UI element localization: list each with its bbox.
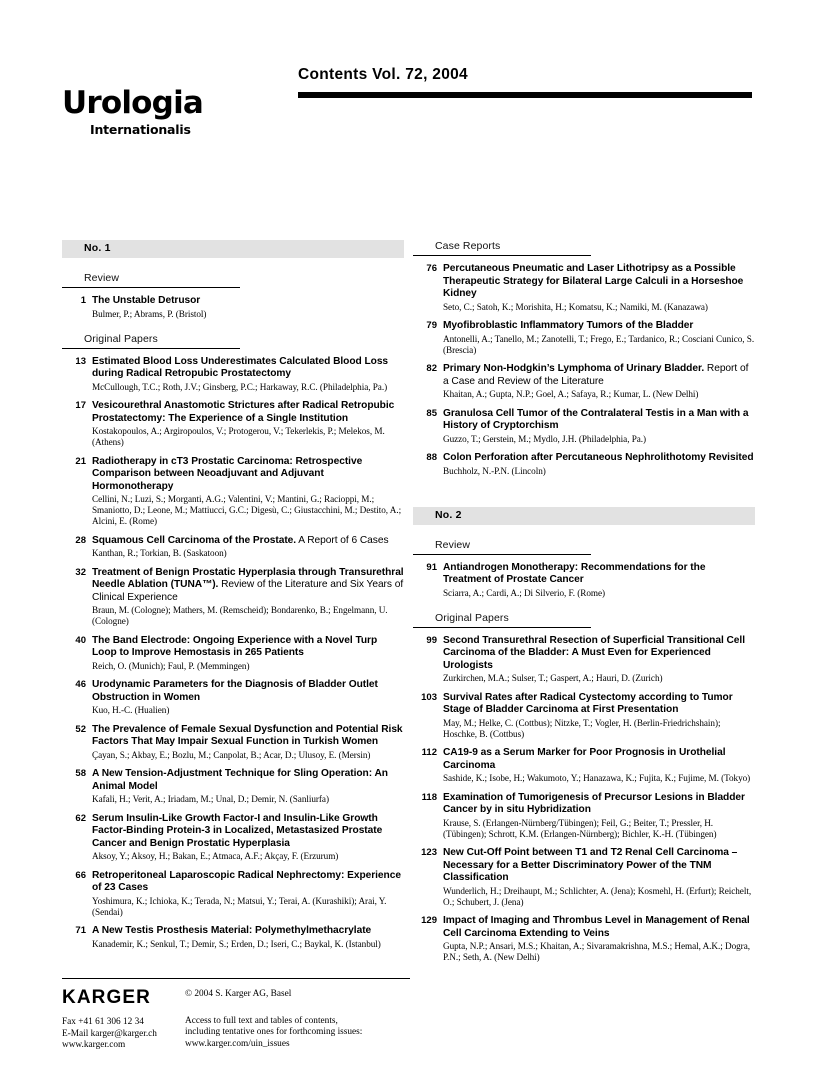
article-title: [92, 535, 404, 548]
copyright-line: © 2004 S. Karger AG, Basel: [185, 989, 292, 999]
left-column: [62, 240, 404, 957]
article-page-number: 129: [421, 915, 437, 926]
article-title-main: Serum Insulin-Like Growth Factor-I and Insulin-Like Growth Factor-Binding Protein-3 in Localized, Metastasized Prostate Cancer and Benign Prostatic Hyperplasia: [92, 812, 383, 849]
masthead: [0, 0, 816, 200]
article-authors: Braun, M. (Cologne); Mathers, M. (Remscheid); Bondarenko, B.; Engelmann, U. (Cologne): [92, 605, 388, 626]
article-page-number: 71: [75, 925, 86, 936]
article-entry[interactable]: [62, 356, 404, 393]
article-authors: Bulmer, P.; Abrams, P. (Bristol): [92, 308, 207, 319]
article-entry[interactable]: [62, 295, 404, 320]
article-entry[interactable]: [62, 813, 404, 863]
section-heading: Review: [84, 272, 120, 284]
section: [413, 539, 755, 599]
section-heading: Original Papers: [84, 332, 158, 345]
article-authors: McCullough, T.C.; Roth, J.V.; Ginsberg, P.C.; Harkaway, R.C. (Philadelphia, Pa.): [92, 381, 388, 392]
article-page-number: 13: [75, 355, 86, 367]
article-title: [443, 747, 755, 772]
article-page-number: 88: [426, 452, 437, 463]
left-sections: [62, 272, 404, 950]
section: [413, 612, 755, 964]
article-authors: May, M.; Helke, C. (Cottbus); Nitzke, T.; Vogler, H. (Berlin-Friedrichshain); Hoschke, B. (Cottbus): [443, 717, 721, 739]
footer: [62, 978, 410, 1052]
article-entry[interactable]: [413, 452, 755, 477]
section-rule: [62, 287, 240, 288]
article-subtitle: Report of a Case and Review of the Literature: [443, 363, 749, 387]
article-authors: Aksoy, Y.; Aksoy, H.; Bakan, E.; Atmaca, A.F.; Akçay, F. (Erzurum): [92, 851, 339, 861]
article-authors: Kostakopoulos, A.; Argiropoulos, V.; Protogerou, V.; Tekerlekis, P.; Melekos, M. (Athens): [92, 426, 385, 447]
article-page-number: 79: [426, 320, 437, 331]
article-title-main: Colon Perforation after Percutaneous Nephrolithotomy Revisited: [443, 452, 754, 463]
article-page-number: 32: [75, 566, 86, 578]
article-title-main: The Unstable Detrusor: [92, 295, 201, 306]
article-authors: Sciarra, A.; Cardi, A.; Di Silverio, F. (Rome): [443, 587, 606, 598]
article-page-number: 82: [426, 363, 437, 374]
article-title: [92, 679, 404, 704]
article-entry[interactable]: [413, 915, 755, 963]
article-page-number: 99: [426, 634, 437, 646]
fax-line: Fax +41 61 306 12 34: [62, 1017, 144, 1027]
article-entry[interactable]: [413, 792, 755, 840]
access-line-1: Access to full text and tables of contents,: [185, 1015, 338, 1026]
publisher-info: [185, 989, 362, 1050]
article-title-main: Treatment of Benign Prostatic Hyperplasia through Transurethral Needle Ablation (TUNA™).: [92, 566, 404, 590]
article-title: [92, 724, 404, 749]
article-page-number: 91: [426, 561, 437, 573]
right-sections-top: [413, 240, 755, 477]
article-title: [443, 263, 755, 301]
article-title: [443, 692, 755, 717]
article-entry[interactable]: [413, 408, 755, 445]
section-rule: [413, 554, 591, 555]
article-authors: Reich, O. (Munich); Faul, P. (Memmingen): [92, 660, 250, 671]
article-page-number: 123: [421, 847, 437, 858]
article-entry[interactable]: [62, 679, 404, 716]
article-authors: Buchholz, N.-P.N. (Lincoln): [443, 465, 546, 476]
article-title-main: Radiotherapy in cT3 Prostatic Carcinoma: Retrospective Comparison between Neoadjuvant and Adjuvant Hormonotherapy: [92, 455, 363, 492]
article-authors: Khaitan, A.; Gupta, N.P.; Goel, A.; Safaya, R.; Kumar, L. (New Delhi): [443, 389, 699, 399]
article-page-number: 52: [75, 723, 86, 735]
issue-label: No. 1: [84, 242, 111, 254]
article-title-main: Squamous Cell Carcinoma of the Prostate.: [92, 534, 297, 546]
article-title: [443, 363, 755, 388]
article-title-main: A New Testis Prosthesis Material: Polymethylmethacrylate: [92, 925, 372, 936]
article-title-main: Primary Non-Hodgkin’s Lymphoma of Urinary Bladder.: [443, 363, 705, 374]
website-line[interactable]: www.karger.com: [62, 1040, 126, 1051]
article-authors: Wunderlich, H.; Dreihaupt, M.; Schlichter, A. (Jena); Kosmehl, H. (Erfurt); Reichelt, O.; Schubert, J. (Jena): [443, 885, 752, 907]
section: [62, 333, 404, 950]
article-title-main: Granulosa Cell Tumor of the Contralateral Testis in a Man with a History of Cryptorchism: [443, 407, 749, 431]
article-page-number: 1: [80, 295, 86, 306]
article-title: [443, 847, 755, 885]
article-title: [443, 408, 755, 433]
article-title: [92, 456, 404, 494]
article-entry[interactable]: [62, 567, 404, 628]
article-authors: Sashide, K.; Isobe, H.; Wakumoto, Y.; Hanazawa, K.; Fujita, K.; Fujime, M. (Tokyo): [443, 773, 751, 783]
article-entry[interactable]: [413, 320, 755, 356]
article-page-number: 62: [75, 812, 86, 824]
article-title-main: A New Tension-Adjustment Technique for Sling Operation: An Animal Model: [92, 768, 388, 792]
publisher-logo: KARGER: [62, 987, 151, 1008]
article-authors: Kuo, H.-C. (Hualien): [92, 705, 170, 715]
article-page-number: 66: [75, 869, 86, 881]
article-authors: Antonelli, A.; Tanello, M.; Zanotelli, T.; Frego, E.; Tardanico, R.; Cosciani Cunico, S. (Brescia): [443, 333, 755, 355]
article-entry[interactable]: [62, 925, 404, 950]
article-title: [443, 792, 755, 817]
article-title-main: Retroperitoneal Laparoscopic Radical Nephrectomy: Experience of 23 Cases: [92, 869, 401, 893]
article-authors: Yoshimura, K.; Ichioka, K.; Terada, N.; Matsui, Y.; Terai, A. (Kurashiki); Arai, Y. (Sendai): [92, 895, 387, 917]
article-title-main: The Prevalence of Female Sexual Dysfunction and Potential Risk Factors That May Impair Sexual Function in Turkish Women: [92, 723, 403, 747]
journal-subtitle: Internationalis: [90, 122, 191, 137]
section-rule: [413, 255, 591, 256]
journal-name: Urologia: [62, 85, 204, 121]
article-title: [443, 320, 755, 333]
article-entry[interactable]: [413, 562, 755, 599]
article-authors: Krause, S. (Erlangen-Nürnberg/Tübingen); Feil, G.; Beiter, T.; Pressler, H. (Tübingen); Schrott, K.M. (Erlangen-Nürnberg); Bichler, K.-H. (Tübingen): [443, 817, 717, 839]
article-title-main: Survival Rates after Radical Cystectomy according to Tumor Stage of Bladder Carcinoma at First Presentation: [443, 691, 733, 715]
article-title-main: Myofibroblastic Inflammatory Tumors of the Bladder: [443, 320, 694, 331]
section-heading: Original Papers: [435, 611, 509, 624]
article-title-main: Vesicourethral Anastomotic Strictures after Radical Retropubic Prostatectomy: The Experience of a Single Institution: [92, 400, 395, 424]
article-page-number: 17: [75, 400, 86, 411]
issue-label: No. 2: [435, 508, 462, 521]
journal-logo: [62, 85, 262, 137]
section-rule: [413, 627, 591, 628]
article-entry[interactable]: [413, 847, 755, 908]
article-title-main: Urodynamic Parameters for the Diagnosis of Bladder Outlet Obstruction in Women: [92, 679, 378, 703]
access-info: [185, 1016, 362, 1051]
section-heading: Review: [435, 538, 471, 551]
section: [413, 240, 755, 477]
article-title-main: Percutaneous Pneumatic and Laser Lithotripsy as a Possible Therapeutic Strategy for Bilateral Large Calculi in a Horseshoe Kidney: [443, 263, 744, 299]
article-title-main: Examination of Tumorigenesis of Precursor Lesions in Bladder Cancer by in situ Hybridization: [443, 791, 745, 815]
article-entry[interactable]: [413, 635, 755, 685]
section: [62, 272, 404, 320]
article-entry[interactable]: [413, 692, 755, 740]
article-page-number: 40: [75, 634, 86, 646]
article-authors: Kanademir, K.; Senkul, T.; Demir, S.; Erden, D.; Iseri, C.; Baykal, K. (Istanbul): [92, 938, 381, 949]
article-title: [443, 562, 755, 587]
article-title: [443, 635, 755, 673]
article-title-main: New Cut-Off Point between T1 and T2 Renal Cell Carcinoma – Necessary for a Better Discriminatory Power of the TNM Classification: [443, 847, 738, 883]
article-title: [443, 452, 755, 465]
issue-band-no1: [62, 240, 404, 258]
article-title: [92, 768, 404, 793]
issue-band-no2: [413, 507, 755, 525]
footer-rule: [62, 978, 410, 979]
article-title-main: Impact of Imaging and Thrombus Level in Management of Renal Cell Carcinoma Extending to Veins: [443, 915, 750, 939]
access-line-2: including tentative ones for forthcoming issues:: [185, 1027, 363, 1038]
article-title: [92, 925, 404, 938]
article-authors: Cellini, N.; Luzi, S.; Morganti, A.G.; Valentini, V.; Mantini, G.; Racioppi, M.; Smaniotto, D.; Leone, M.; Mattiucci, G.C.; Digesù, C.; Giustacchini, M.; Destito, A.; Alcini, E. (Rome): [92, 494, 402, 526]
article-title-main: Estimated Blood Loss Underestimates Calculated Blood Loss during Radical Retropubic Prostatectomy: [92, 355, 389, 379]
article-title-main: CA19-9 as a Serum Marker for Poor Prognosis in Urothelial Carcinoma: [443, 747, 726, 771]
article-title: [443, 915, 755, 940]
article-entry[interactable]: [413, 263, 755, 313]
article-authors: Seto, C.; Satoh, K.; Morishita, H.; Komatsu, K.; Namiki, M. (Kanazawa): [443, 301, 708, 312]
email-line[interactable]: E-Mail karger@karger.ch: [62, 1028, 157, 1039]
article-title: [92, 635, 404, 660]
article-title: [92, 813, 404, 851]
access-url[interactable]: www.karger.com/uin_issues: [185, 1038, 290, 1049]
section-rule: [62, 348, 240, 349]
article-authors: Guzzo, T.; Gerstein, M.; Mydlo, J.H. (Philadelphia, Pa.): [443, 433, 647, 444]
article-page-number: 85: [426, 407, 437, 419]
article-page-number: 28: [75, 534, 86, 546]
article-page-number: 103: [421, 691, 437, 703]
article-title-main: The Band Electrode: Ongoing Experience with a Novel Turp Loop to Improve Hemostasis in 265 Patients: [92, 634, 378, 658]
article-title-main: Second Transurethral Resection of Superficial Transitional Cell Carcinoma of the Bladder: A Must Even for Experienced Urologists: [443, 634, 745, 671]
article-title: [92, 295, 404, 308]
article-entry[interactable]: [62, 535, 404, 560]
article-page-number: 76: [426, 263, 437, 274]
article-authors: Zurkirchen, M.A.; Sulser, T.; Gaspert, A.; Hauri, D. (Zurich): [443, 673, 663, 683]
article-title: [92, 870, 404, 895]
article-title: [92, 567, 404, 605]
article-authors: Kanthan, R.; Torkian, B. (Saskatoon): [92, 548, 227, 558]
article-entry[interactable]: [62, 400, 404, 448]
article-title-main: Antiandrogen Monotherapy: Recommendations for the Treatment of Prostate Cancer: [443, 561, 706, 585]
article-page-number: 118: [421, 791, 437, 803]
article-entry[interactable]: [62, 456, 404, 528]
article-subtitle: A Report of 6 Cases: [296, 534, 389, 546]
article-entry[interactable]: [62, 724, 404, 761]
article-page-number: 112: [421, 747, 437, 758]
section-heading: Case Reports: [435, 240, 501, 252]
article-entry[interactable]: [413, 747, 755, 784]
article-subtitle: Review of the Literature and Six Years of Clinical Experience: [92, 579, 404, 603]
article-page-number: 21: [75, 455, 86, 467]
article-authors: Gupta, N.P.; Ansari, M.S.; Khaitan, A.; Sivaramakrishna, M.S.; Hemal, A.K.; Dogra, P.N.; Seth, A. (New Delhi): [443, 941, 750, 962]
right-sections-bottom: [413, 539, 755, 964]
article-entry[interactable]: [413, 363, 755, 400]
article-authors: Çayan, S.; Akbay, E.; Bozlu, M.; Canpolat, B.; Acar, D.; Ulusoy, E. (Mersin): [92, 749, 371, 760]
article-entry[interactable]: [62, 870, 404, 918]
right-column: [413, 240, 755, 971]
header-rule: [298, 92, 752, 98]
page-title: Contents Vol. 72, 2004: [298, 66, 468, 83]
article-page-number: 58: [75, 768, 86, 779]
article-title: [92, 356, 404, 381]
article-entry[interactable]: [62, 768, 404, 805]
article-title: [92, 400, 404, 425]
article-entry[interactable]: [62, 635, 404, 672]
article-page-number: 46: [75, 679, 86, 690]
article-authors: Kafali, H.; Verit, A.; Iriadam, M.; Unal, D.; Demir, N. (Sanliurfa): [92, 794, 329, 804]
